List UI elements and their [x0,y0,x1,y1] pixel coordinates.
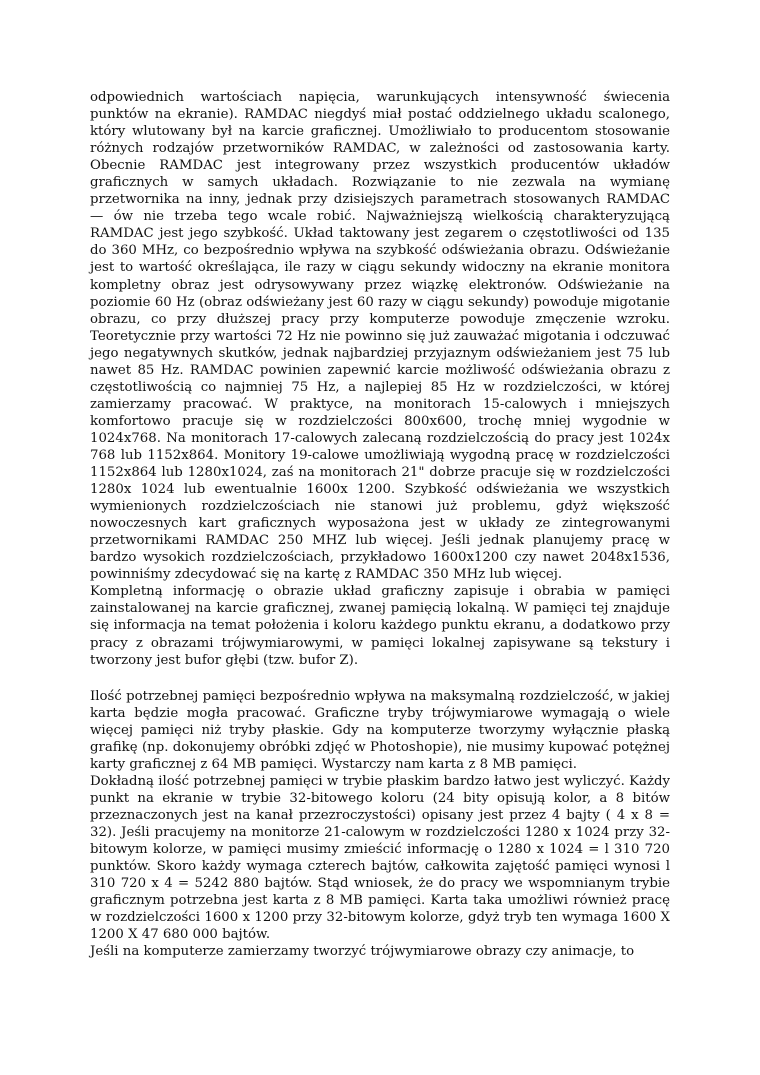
paragraph-ramdac: odpowiednich wartościach napięcia, warunkujących intensywność świecenia punktów na ekranie). RAMDAC niegdyś miał postać oddzielnego układu scalonego, który wlutowany był na karcie graficznej. Umożliwiało to producentom stosowanie różnych rodzajów przetworników RAMDAC, w zależności od zastosowania karty. Obecnie RAMDAC jest integrowany przez wszystkich producentów układów graficznych w samych układach. Rozwiązanie to nie zezwala na wymianę przetwornika na inny, jednak przy dzisiejszych parametrach stosowanych RAMDAC — ów nie trzeba tego wcale robić. Najważniejszą wielkością charakteryzującą RAMDAC jest jego szybkość. Układ taktowany jest zegarem o częstotliwości od 135 do 360 MHz, co bezpośrednio wpływa na szybkość odświeżania obrazu. Odświeżanie jest to wartość określająca, ile razy w ciągu sekundy widoczny na ekranie monitora kompletny obraz jest odrysowywany przez wiązkę elektronów. Odświeżanie na poziomie 60 Hz (obraz odświeżany jest 60 razy w ciągu sekundy) powoduje migotanie obrazu, co przy dłuższej pracy przy komputerze powoduje zmęczenie wzroku. Teoretycznie przy wartości 72 Hz nie powinno się już zauważać migotania i odczuwać jego negatywnych skutków, jednak najbardziej przyjaznym odświeżaniem jest 75 lub nawet 85 Hz. RAMDAC powinien zapewnić karcie możliwość odświeżania obrazu z częstotliwością co najmniej 75 Hz, a najlepiej 85 Hz w rozdzielczości, w której zamierzamy pracować. W praktyce, na monitorach 15-calowych i mniejszych komfortowo pracuje się w rozdzielczości 800x600, trochę mniej wygodnie w 1024x768. Na monitorach 17-calowych zalecaną rozdzielczością do pracy jest 1024x 768 lub 1152x864. Monitory 19-calowe umożliwiają wygodną pracę w rozdzielczości 1152x864 lub 1280x1024, zaś na monitorach 21" dobrze pracuje się w rozdzielczości 1280x 1024 lub ewentualnie 1600x 1200. Szybkość odświeżania we wszystkich wymienionych rozdzielczościach nie stanowi już problemu, gdyż większość nowoczesnych kart graficznych wyposażona jest w układy ze zintegrowanymi przetwornikami RAMDAC 250 MHZ lub więcej. Jeśli jednak planujemy pracę w bardzo wysokich rozdzielczościach, przykładowo 1600x1200 czy nawet 2048x1536, powinniśmy zdecydować się na kartę z RAMDAC 350 MHz lub więcej. [90,90,670,583]
paragraph-local-memory: Kompletną informację o obrazie układ graficzny zapisuje i obrabia w pamięci zainstalowanej na karcie graficznej, zwanej pamięcią lokalną. W pamięci tej znajduje się informacja na temat położenia i koloru każdego punktu ekranu, a dodatkowo przy pracy z obrazami trójwymiarowymi, w pamięci lokalnej zapisywane są tekstury i tworzony jest bufor głębi (tzw. bufor Z). [90,584,670,668]
document-page [90,89,670,960]
paragraph-gap [90,669,670,688]
paragraph-memory-calculation: Dokładną ilość potrzebnej pamięci w trybie płaskim bardzo łatwo jest wyliczyć. Każdy punkt na ekranie w trybie 32-bitowego koloru (24 bity opisują kolor, a 8 bitów przeznaczonych jest na kanał przezroczystości) opisany jest przez 4 bajty ( 4 x 8 = 32). Jeśli pracujemy na monitorze 21-calowym w rozdzielczości 1280 x 1024 przy 32-bitowym kolorze, w pamięci musimy zmieścić informację o 1280 x 1024 = l 310 720 punktów. Skoro każdy wymaga czterech bajtów, całkowita zajętość pamięci wynosi l 310 720 x 4 = 5242 880 bajtów. Stąd wniosek, że do pracy we wspomnianym trybie graficznym potrzebna jest karta z 8 MB pamięci. Karta taka umożliwi również pracę w rozdzielczości 1600 x 1200 przy 32-bitowym kolorze, gdyż tryb ten wymaga 1600 X 1200 X 47 680 000 bajtów. [90,773,670,943]
paragraph-3d-intro: Jeśli na komputerze zamierzamy tworzyć trójwymiarowe obrazy czy animacje, to [90,944,635,960]
paragraph-memory-amount: Ilość potrzebnej pamięci bezpośrednio wpływa na maksymalną rozdzielczość, w jakiej karta będzie mogła pracować. Graficzne tryby trójwymiarowe wymagają o wiele więcej pamięci niż tryby płaskie. Gdy na komputerze tworzymy wyłącznie płaską grafikę (np. dokonujemy obróbki zdjęć w Photoshopie), nie musimy kupować potężnej karty graficznej z 64 MB pamięci. Wystarczy nam karta z 8 MB pamięci. [90,688,670,772]
